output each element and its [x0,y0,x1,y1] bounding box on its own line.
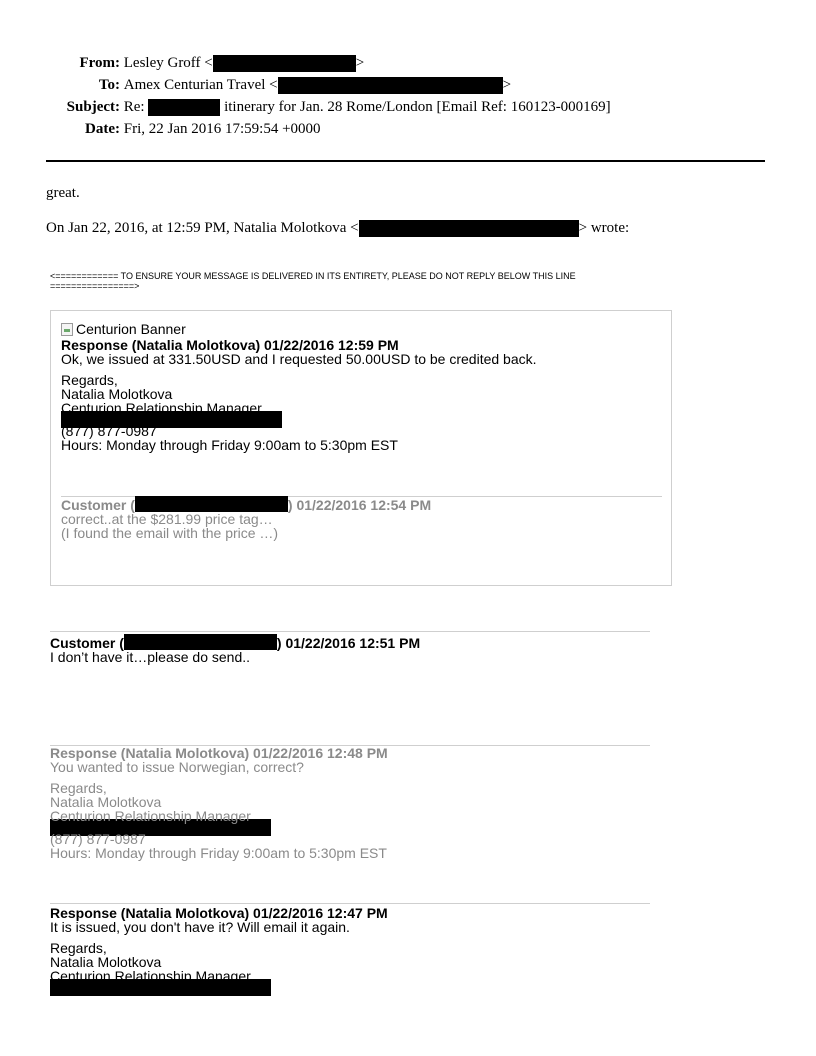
header-divider [46,160,765,162]
from-row [0,54,364,72]
response-3-regards: Regards, [50,940,107,956]
response-3 [50,906,388,996]
response-2 [50,746,388,860]
response-1-text: Ok, we issued at 331.50USD and I requested 50.00USD to be credited back. [61,350,537,367]
reply-notice-line2: ================> [50,281,140,291]
response-1-phone: (877) 877-0987 [61,422,157,439]
subject-rest: itinerary for Jan. 28 Rome/London [Email Ref: 160123-000169] [224,99,611,115]
subject-prefix: Re: [123,99,145,115]
customer-2-title-start: Customer ( [50,635,124,651]
date-value: Fri, 22 Jan 2016 17:59:54 +0000 [123,121,321,137]
customer-1-line2: (I found the email with the price …) [61,525,279,541]
subject-value [124,98,611,116]
response-1-name: Natalia Molotkova [61,385,173,402]
customer-1-title-start: Customer ( [61,497,135,513]
response-2-text: You wanted to issue Norwegian, correct? [50,759,304,775]
customer-1-line1: correct..at the $281.99 price tag… [61,511,273,527]
to-name: Amex Centurian Travel < [123,77,278,93]
subject-label: Subject: [66,99,120,115]
reply-notice [50,271,576,291]
message-divider [50,903,650,904]
date-row [0,120,321,138]
to-close: > [502,77,512,93]
redacted-text [124,634,277,650]
response-1-role: Centurion Relationship Manager [61,399,262,416]
to-label: To: [98,77,120,93]
from-label: From: [79,55,120,71]
date-label: Date: [85,121,120,137]
to-row [0,76,511,94]
message-divider [50,631,650,632]
customer-2 [50,634,420,664]
reply-notice-line1: <============ TO ENSURE YOUR MESSAGE IS DELIVERED IN ITS ENTIRETY, PLEASE DO NOT REPLY BELOW THIS LINE [50,271,576,281]
customer-1-title [61,496,431,512]
response-3-text: It is issued, you don't have it? Will email it again. [50,919,350,935]
response-3-role: Centurion Relationship Manager [50,968,251,984]
response-2-title: Response (Natalia Molotkova) 01/22/2016 12:48 PM [50,745,388,761]
redacted-email [359,220,579,237]
response-3-title: Response (Natalia Molotkova) 01/22/2016 12:47 PM [50,905,388,921]
customer-2-title-end: ) 01/22/2016 12:51 PM [276,635,421,651]
redacted-text [148,99,220,116]
to-value [124,76,511,94]
redacted-email [213,55,356,72]
response-1-hours: Hours: Monday through Friday 9:00am to 5:30pm EST [61,436,398,453]
greeting-text: great. [46,185,80,201]
response-1-title: Response (Natalia Molotkova) 01/22/2016 12:59 PM [61,336,399,353]
response-3-name: Natalia Molotkova [50,954,162,970]
from-value [124,54,364,72]
customer-2-text: I don’t have it…please do send.. [50,649,251,665]
quote-intro [46,219,629,237]
response-2-hours: Hours: Monday through Friday 9:00am to 5:30pm EST [50,845,387,861]
quote-intro-start: On Jan 22, 2016, at 12:59 PM, Natalia Molotkova < [46,220,359,236]
customer-2-title [50,634,420,650]
banner-alt-text: Centurion Banner [76,321,186,337]
redacted-email [278,77,503,94]
centurion-banner [61,322,186,336]
response-2-role: Centurion Relationship Manager [50,808,251,824]
from-name: Lesley Groff < [123,55,213,71]
quote-intro-end: > wrote: [578,220,630,236]
from-close: > [355,55,365,71]
response-1-regards: Regards, [61,371,118,388]
subject-row [0,98,611,116]
broken-image-icon [61,323,73,336]
response-2-name: Natalia Molotkova [50,794,162,810]
response-2-regards: Regards, [50,780,107,796]
response-1 [61,322,537,452]
customer-1-title-end: ) 01/22/2016 12:54 PM [287,497,432,513]
response-2-phone: (877) 877-0987 [50,831,146,847]
redacted-text [135,496,288,512]
customer-1 [61,496,431,540]
